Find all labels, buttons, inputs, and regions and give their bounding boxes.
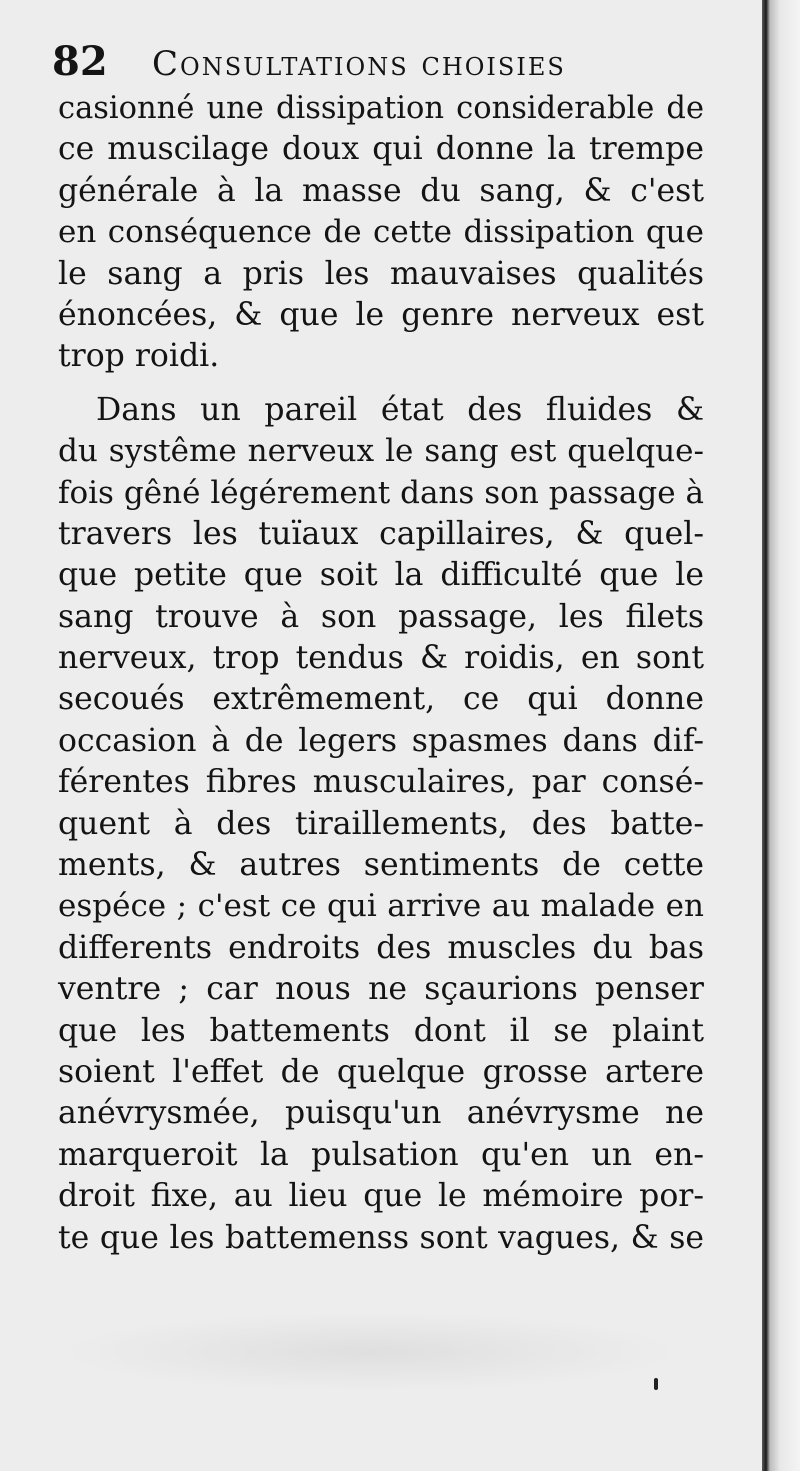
text-line: que petite que soit la difficulté que le: [58, 557, 704, 594]
text-line: ventre ; car nous ne sçaurions penser: [58, 971, 704, 1008]
text-line: trop roidi.: [58, 338, 220, 375]
text-line: soient l'effet de quelque grosse artere: [58, 1053, 704, 1090]
ink-speck: [654, 1378, 658, 1390]
text-line: quent à des tiraillements, des batte-: [58, 805, 704, 842]
text-line: en conséquence de cette dissipation que: [58, 214, 704, 251]
text-line: travers les tuïaux capillaires, & quel-: [58, 515, 704, 552]
text-line: du systême nerveux le sang est quelque-: [58, 433, 704, 470]
text-line: espéce ; c'est ce qui arrive au malade en: [58, 888, 704, 925]
text-line: le sang a pris les mauvaises qualités: [58, 255, 704, 292]
text-line: nerveux, trop tendus & roidis, en sont: [58, 640, 704, 677]
page-number: 82: [52, 38, 108, 85]
text-line: te que les battemenss sont vagues, & se: [58, 1219, 704, 1256]
text-line: énoncées, & que le genre nerveux est: [58, 296, 704, 333]
page-edge-shadow: [762, 0, 800, 1471]
page-header: [52, 38, 732, 92]
text-line: anévrysmée, puisqu'un anévrysme ne: [58, 1095, 704, 1132]
show-through-smudge: [60, 1312, 680, 1392]
text-line: que les battements dont il se plaint: [58, 1012, 704, 1049]
text-line: sang trouve à son passage, les filets: [58, 598, 704, 635]
text-line: occasion à de legers spasmes dans dif-: [58, 722, 704, 759]
body-text: [58, 88, 704, 1259]
text-line: ce muscilage doux qui donne la trempe: [58, 131, 704, 168]
text-line: differents endroits des muscles du bas: [58, 929, 704, 966]
text-line: fois gêné légérement dans son passage à: [58, 474, 704, 511]
paragraph-first-line: Dans un pareil état des fluides &: [96, 391, 704, 428]
text-line: ments, & autres sentiments de cette: [58, 847, 704, 884]
text-line: secoués extrêmement, ce qui donne: [58, 681, 704, 718]
text-line: casionné une dissipation considerable de: [58, 91, 704, 126]
text-line: générale à la masse du sang, & c'est: [58, 172, 704, 209]
text-line: marqueroit la pulsation qu'en un en-: [58, 1136, 704, 1173]
text-line: droit fixe, au lieu que le mémoire por-: [58, 1178, 704, 1215]
text-line: férentes fibres musculaires, par consé-: [58, 764, 704, 801]
running-title: Consultations choisies: [152, 44, 566, 84]
